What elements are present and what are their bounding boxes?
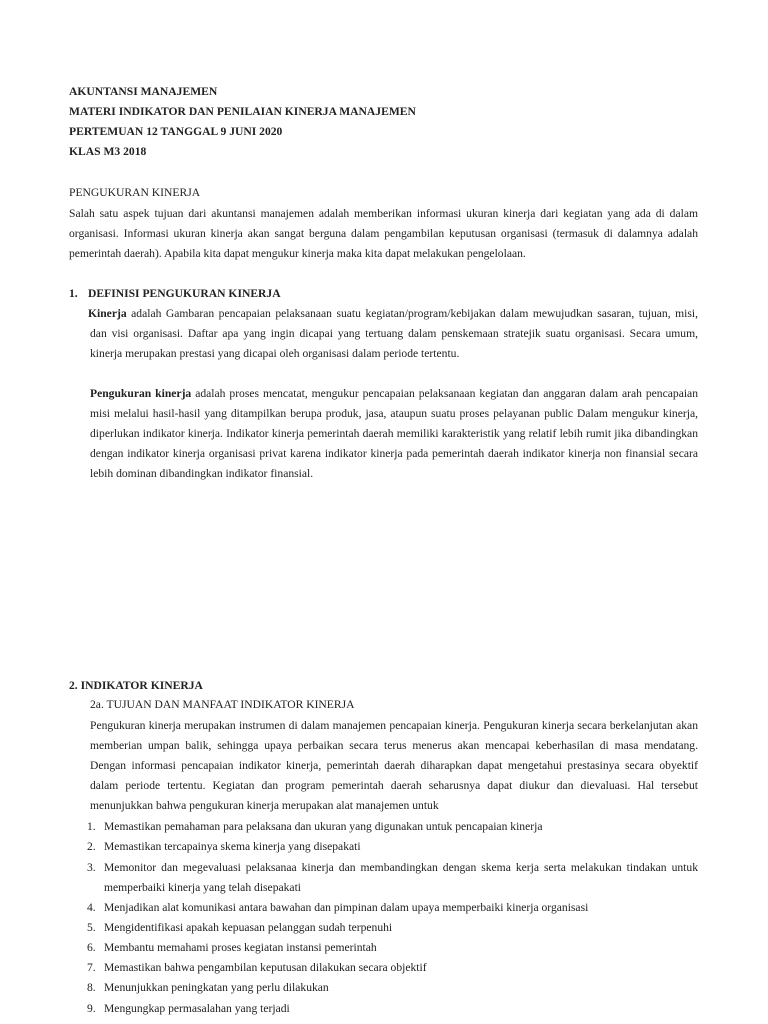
term-kinerja: Kinerja bbox=[88, 307, 127, 320]
list-item-number: 1. bbox=[87, 820, 96, 833]
paragraph-line: diperlukan indikator kinerja. Indikator kinerja pemerintah daerah memiliki karakteristik yang relatif lebih rumit jika dibandingkan bbox=[90, 427, 698, 440]
paragraph-line: misi melalui hasil-hasil yang ditampilkan berupa produk, jasa, ataupun suatu proses pelayanan public Dalam mengukur kinerja, bbox=[90, 407, 698, 420]
section-heading-definisi: DEFINISI PENGUKURAN KINERJA bbox=[88, 287, 281, 300]
list-item: Memastikan tercapainya skema kinerja yang disepakati bbox=[104, 840, 361, 853]
paragraph-line bbox=[90, 387, 698, 400]
paragraph-line: dengan indikator kinerja organisasi privat karena indikator kinerja pada pemerintah daerah indikator kinerja non finansial secara bbox=[90, 447, 698, 460]
paragraph-line: organisasi. Informasi ukuran kinerja akan sangat berguna dalam pengambilan keputusan organisasi (termasuk di dalamnya adalah bbox=[69, 227, 698, 240]
list-item: Memonitor dan megevaluasi pelaksanaa kinerja dan membandingkan dengan skema kerja serta melakukan tindakan untuk bbox=[104, 861, 698, 874]
doc-title-line-1: AKUNTANSI MANAJEMEN bbox=[69, 85, 218, 98]
text-span: adalah proses mencatat, mengukur pencapaian pelaksanaan kegiatan dan anggaran dalam arah pencapaian bbox=[191, 387, 699, 400]
list-item-number: 4. bbox=[87, 901, 96, 914]
doc-title-line-3: PERTEMUAN 12 TANGGAL 9 JUNI 2020 bbox=[69, 125, 283, 138]
subsection-heading-tujuan: 2a. TUJUAN DAN MANFAAT INDIKATOR KINERJA bbox=[90, 698, 355, 711]
paragraph-line: lebih dominan dibandingkan indikator finansial. bbox=[90, 467, 314, 480]
list-item-number: 6. bbox=[87, 941, 96, 954]
list-item: Memastikan bahwa pengambilan keputusan dilakukan secara objektif bbox=[104, 961, 427, 974]
list-item-number: 3. bbox=[87, 861, 96, 874]
paragraph-line: menunjukkan bahwa pengukuran kinerja merupakan alat manajemen untuk bbox=[90, 799, 439, 812]
doc-title-line-4: KLAS M3 2018 bbox=[69, 145, 147, 158]
paragraph-line: Dengan informasi pencapaian indikator kinerja, pemerintah daerah diharapkan dapat mengetahui prestasinya secara obyektif bbox=[90, 759, 698, 772]
list-item-number: 7. bbox=[87, 961, 96, 974]
list-item: Mengungkap permasalahan yang terjadi bbox=[104, 1002, 290, 1015]
paragraph-line: Salah satu aspek tujuan dari akuntansi manajemen adalah memberikan informasi ukuran kinerja dari kegiatan yang ada di dalam bbox=[69, 207, 698, 220]
paragraph-line bbox=[88, 307, 698, 320]
paragraph-line: pemerintah daerah). Apabila kita dapat mengukur kinerja maka kita dapat melakukan pengelolaan. bbox=[69, 247, 526, 260]
paragraph-line: Pengukuran kinerja merupakan instrumen di dalam manajemen pencapaian kinerja. Pengukuran kinerja secara berkelanjutan akan bbox=[90, 719, 698, 732]
section-heading-pengukuran: PENGUKURAN KINERJA bbox=[69, 186, 201, 199]
list-item: Memastikan pemahaman para pelaksana dan ukuran yang digunakan untuk pencapaian kinerja bbox=[104, 820, 543, 833]
text-span: adalah Gambaran pencapaian pelaksanaan suatu kegiatan/program/kebijakan dalam mewujudkan sasaran, tujuan, misi, bbox=[126, 307, 698, 320]
paragraph-line: dan visi organisasi. Daftar apa yang ingin dicapai yang tertuang dalam penskemaan stratejik suatu organisasi. Secara umum, bbox=[90, 327, 698, 340]
section-number-definisi: 1. bbox=[69, 287, 78, 300]
paragraph-line: kinerja merupakan prestasi yang dicapai oleh organisasi dalam periode tertentu. bbox=[90, 347, 460, 360]
term-pengukuran-kinerja: Pengukuran kinerja bbox=[90, 387, 192, 400]
list-item-number: 9. bbox=[87, 1002, 96, 1015]
list-item: Menjadikan alat komunikasi antara bawahan dan pimpinan dalam upaya memperbaiki kinerja organisasi bbox=[104, 901, 589, 914]
list-item: Membantu memahami proses kegiatan instansi pemerintah bbox=[104, 941, 377, 954]
doc-title-line-2: MATERI INDIKATOR DAN PENILAIAN KINERJA MANAJEMEN bbox=[69, 105, 416, 118]
list-item: Menunjukkan peningkatan yang perlu dilakukan bbox=[104, 981, 329, 994]
list-item-number: 2. bbox=[87, 840, 96, 853]
list-item-number: 8. bbox=[87, 981, 96, 994]
paragraph-line: memberian umpan balik, sehingga upaya perbaikan secara terus menerus akan mencapai keberhasilan di masa mendatang. bbox=[90, 739, 698, 752]
list-item-continuation: memperbaiki kinerja yang telah disepakati bbox=[104, 881, 302, 894]
list-item: Mengidentifikasi apakah kepuasan pelanggan sudah terpenuhi bbox=[104, 921, 393, 934]
section-heading-indikator: 2. INDIKATOR KINERJA bbox=[69, 679, 203, 692]
paragraph-line: dalam periode tertentu. Kegiatan dan program pemerintah daerah seharusnya dapat diukur dan dievaluasi. Hal tersebut bbox=[90, 779, 698, 792]
list-item-number: 5. bbox=[87, 921, 96, 934]
